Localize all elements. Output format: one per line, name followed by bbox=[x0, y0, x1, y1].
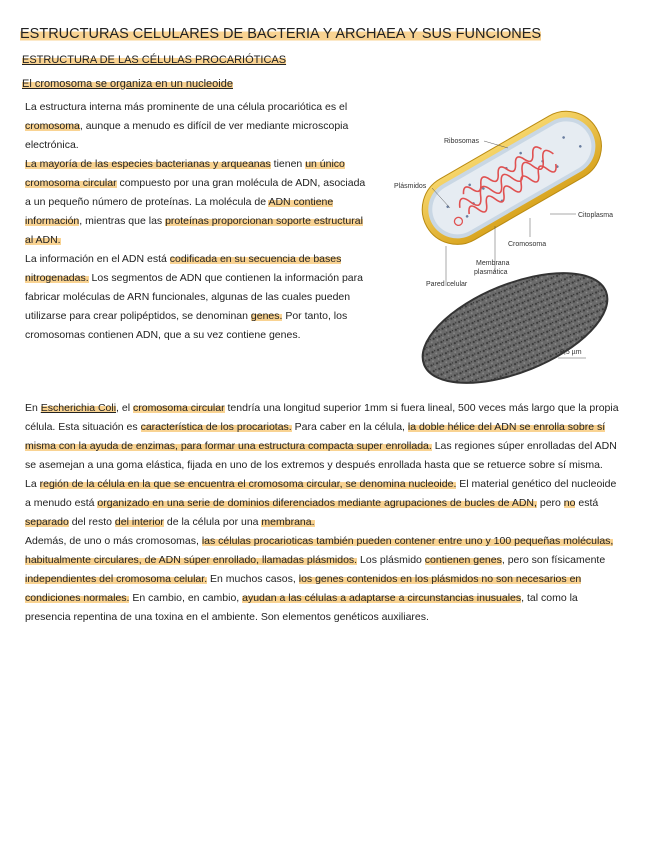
text-run: separado bbox=[25, 516, 69, 528]
text-run: Para caber en la célula, bbox=[291, 421, 408, 433]
prokaryotic-cell-figure bbox=[380, 96, 630, 392]
text-run: Escherichia Coli bbox=[40, 402, 117, 414]
cell-illustration bbox=[409, 99, 614, 258]
text-run: tienen bbox=[270, 158, 306, 170]
text-run: está bbox=[575, 497, 599, 509]
paragraph-5 bbox=[25, 475, 625, 532]
label-plasmidos: Plásmidos bbox=[394, 183, 427, 190]
text-run: ESTRUCTURA DE LAS CÉLULAS PROCARIÓTICAS bbox=[22, 54, 287, 66]
body-text bbox=[25, 399, 625, 627]
text-run: organizado en una serie de dominios diferenciados mediante agrupaciones de bucles de ADN, bbox=[97, 497, 537, 509]
paragraph-3 bbox=[25, 250, 370, 345]
text-run: compuesto por una gran molécula de ADN, asociada a un pequeño número de proteínas. La molécula de bbox=[25, 177, 366, 208]
text-run: genes. bbox=[250, 310, 283, 322]
text-run: Las regiones súper enrolladas del ADN se asemejan a una goma elástica, fijada en uno de los extremos y después enrollada hasta que se retuerce sobre sí misma. bbox=[25, 440, 617, 471]
text-run: , tal como la presencia repentina de una toxina en el ambiente. Son elementos genéticos auxiliares. bbox=[25, 592, 578, 623]
paragraph-4 bbox=[25, 399, 625, 475]
text-run: La información en el ADN está bbox=[25, 253, 170, 265]
label-membrana-1: Membrana bbox=[476, 260, 510, 267]
text-run: En cambio, en cambio, bbox=[129, 592, 243, 604]
text-run: El cromosoma se organiza en un nucleoide bbox=[22, 78, 233, 90]
text-run: independientes del cromosoma celular. bbox=[25, 573, 208, 585]
text-run: ESTRUCTURAS CELULARES DE BACTERIA Y ARCHAEA Y SUS FUNCIONES bbox=[20, 26, 542, 42]
text-run: del interior bbox=[114, 516, 164, 528]
text-run: cromosoma bbox=[25, 120, 80, 132]
text-run: cromosoma circular bbox=[132, 402, 225, 414]
text-run: la doble hélice del ADN se enrolla sobre sí misma con la ayuda de enzimas, para formar una estructura compacta super enrollada. bbox=[25, 421, 606, 452]
text-run: Los segmentos de ADN que contienen la información para fabricar moléculas de ARN funcionales, algunas de las cuales pueden utilizarse para crear polipéptidos, se denominan bbox=[25, 272, 363, 322]
text-run: Además, de uno o más cromosomas, bbox=[25, 535, 202, 547]
subtitle bbox=[22, 54, 286, 66]
text-run: los genes contenidos en los plásmidos no son necesarios en condiciones normales. bbox=[25, 573, 582, 604]
text-run: un único cromosoma circular bbox=[25, 158, 345, 189]
text-run: región de la célula en la que se encuentra el cromosoma circular, se denomina nucleoide. bbox=[39, 478, 457, 490]
text-run: , pero son físicamente bbox=[501, 554, 606, 566]
paragraph-2 bbox=[25, 155, 370, 250]
label-membrana-2: plasmática bbox=[474, 269, 508, 276]
text-run: ayudan a las células a adaptarse a circunstancias inusuales bbox=[242, 592, 522, 604]
paragraph-6 bbox=[25, 532, 625, 627]
text-run: codificada en su secuencia de bases nitrogenadas. bbox=[25, 253, 342, 284]
label-ribosomas: Ribosomas bbox=[444, 138, 480, 145]
text-run: , aunque a menudo es difícil de ver mediante microscopia electrónica. bbox=[25, 120, 349, 151]
text-run: tendría una longitud superior 1mm si fuera lineal, 500 veces más largo que la propia célula. Esta situación es bbox=[25, 402, 619, 433]
label-citoplasma: Citoplasma bbox=[578, 212, 614, 219]
text-run: , mientras que las bbox=[79, 215, 166, 227]
text-run: las células procarioticas también pueden contener entre uno y 100 pequeñas moléculas, habitualmente circulares, de ADN súper enrollado, llamadas plásmidos. bbox=[25, 535, 614, 566]
text-run: Los plásmido bbox=[357, 554, 425, 566]
text-run: En bbox=[25, 402, 41, 414]
text-run: membrana. bbox=[261, 516, 315, 528]
text-run: del resto bbox=[68, 516, 115, 528]
page-title bbox=[20, 26, 541, 42]
scale-label: 0,5 µm bbox=[560, 349, 582, 356]
text-run: característica de los procariotas. bbox=[140, 421, 292, 433]
section-heading bbox=[22, 78, 233, 90]
label-cromosoma: Cromosoma bbox=[508, 241, 547, 248]
text-run: pero bbox=[536, 497, 564, 509]
text-run: Por tanto, los cromosomas contienen ADN, que a su vez contiene genes. bbox=[25, 310, 348, 341]
text-run: ADN contiene información bbox=[25, 196, 334, 227]
text-run: La bbox=[25, 478, 40, 490]
text-run: de la célula por una bbox=[163, 516, 262, 528]
text-run: La mayoría de las especies bacterianas y arqueanas bbox=[25, 158, 271, 170]
text-run: contienen genes bbox=[424, 554, 502, 566]
text-run: El material genético del nucleoide a menudo está bbox=[25, 478, 617, 509]
text-run: En muchos casos, bbox=[207, 573, 299, 585]
text-run: no bbox=[563, 497, 576, 509]
paragraph-1 bbox=[25, 98, 370, 155]
text-run: , el bbox=[116, 402, 133, 414]
text-run: proteínas proporcionan soporte estructural al ADN. bbox=[25, 215, 363, 246]
micrograph bbox=[408, 250, 623, 392]
text-run: La estructura interna más prominente de una célula procariótica es el bbox=[25, 101, 348, 113]
label-pared: Pared celular bbox=[426, 281, 468, 288]
intro-column bbox=[25, 98, 370, 345]
